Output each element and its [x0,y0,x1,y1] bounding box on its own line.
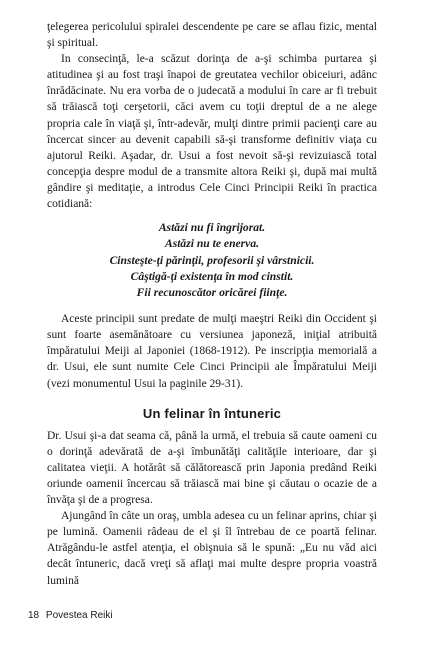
principle-5: Fii recunoscător oricărei fiinţe. [136,285,288,299]
paragraph-section-2: Ajungând în câte un oraş, umbla adesea cu un felinar aprins, chiar şi pe lumină. Oamenii râdeau de el şi îl întrebau de ce poartă felinar. Atrăgându-le astfel atenţia, el obişnuia să le spună: „Eu nu văd aici decât întuneric, dacă vreţi să aflaţi mai multe despre propria voastră lumină [47,510,377,587]
page-number: 18 [28,610,40,621]
page-body [47,19,377,589]
paragraph-section-1: Dr. Usui şi-a dat seama că, până la urmă, el trebuia să caute oameni cu o dorinţă adevărată de a-şi îmbunătăţi calităţile interioare, dar şi calitatea vieţii. A hotărât să călătorească prin Japonia predând Reiki oriunde oamenii încercau să trăiască mai bine şi căutau o ocazie de a învăţa şi de a progresa. [47,429,377,507]
paragraph-continued: ţelegerea pericolului spiralei descendente pe care se aflau fizic, mental şi spiritual. [47,21,377,50]
principle-1: Astăzi nu fi îngrijorat. [158,221,266,235]
five-principles [47,220,377,301]
section-heading: Un felinar în întuneric [142,405,282,421]
principle-4: Câştigă-ţi existenţa în mod cinstit. [130,269,294,283]
principle-3: Cinsteşte-ţi părinţii, profesorii şi vârstnicii. [109,253,315,267]
principle-2: Astăzi nu te enerva. [164,237,260,251]
page-footer [28,610,113,621]
paragraph-principles-origin: Aceste principii sunt predate de mulţi maeştri Reiki din Occident şi sunt foarte asemănătoare cu versiunea japoneză, iniţial atribuită împăratului Meiji al Japoniei (1868-1912). Pe inscripţia memorială a dr. Usui, ele sunt numite Cele Cinci Principii ale Împăratului Meiji (vezi monumentul Usui la paginile 29-31). [47,313,377,390]
paragraph-consequences: In consecinţă, le-a scăzut dorinţa de a-şi schimba purtarea şi atitudinea şi au fost traşi înapoi de greutatea vechilor obiceiuri, adânc înrădăcinate. Nu era vorba de o judecată a modului în care ar fi trebuit să trăiască toţi cerşetorii, căci avem cu toţii dreptul de a ne alege propria cale în viaţă şi, într-adevăr, mulţi dintre primii pacienţi care au încercat sincer au devenit capabili să-şi transforme definitiv viaţa cu ajutorul Reiki. Aşadar, dr. Usui a fost nevoit să-şi revizuiască total concepţia despre modul de a transmite altora Reiki şi, după mai multă gândire şi meditaţie, a introdus Cele Cinci Principii Reiki în practica cotidiană: [47,53,377,211]
running-title: Povestea Reiki [45,610,113,621]
